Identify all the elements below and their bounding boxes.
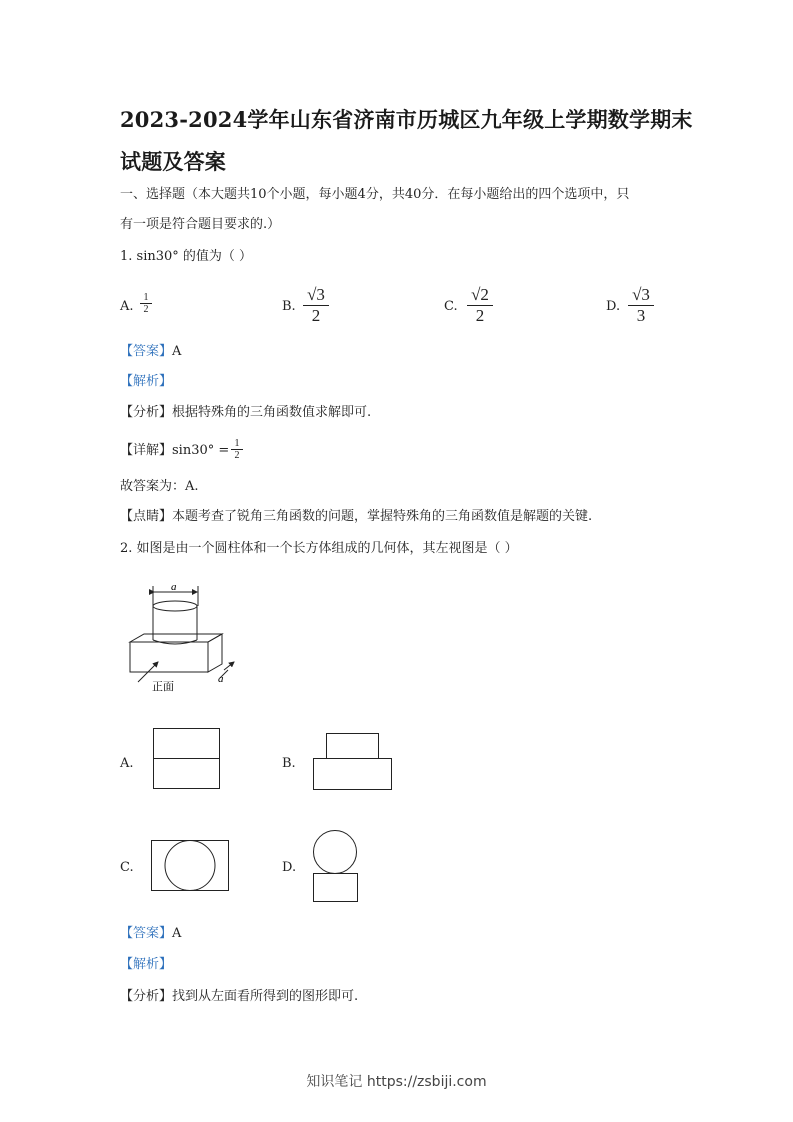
option-d-rect [314,874,358,902]
front-view-label: 正面 [152,680,174,693]
q2-option-a-label: A. [120,756,134,771]
q1-detail-fraction [231,438,243,461]
q1-analysis-tag: 【解析】 [120,374,173,389]
fenxi-text: 根据特殊角的三角函数值求解即可. [172,405,372,420]
q2-fenxi [120,988,358,1006]
box-top-face [130,634,222,642]
q2-analysis-tag: 【解析】 [120,957,173,972]
option-d-circle [314,831,357,874]
q1-option-c-denominator: 2 [475,306,485,325]
answer-value: A [172,926,182,941]
cylinder-top [153,601,197,611]
option-b-top-rect [327,734,379,759]
fenxi-text: 找到从左面看所得到的图形即可. [172,989,359,1004]
option-c-circle [165,841,215,891]
fenxi-tag: 【分析】 [120,405,173,420]
q2-option-b-label: B. [282,756,296,771]
answer-tag: 【答案】 [120,344,173,359]
q2-option-b-figure [312,731,396,793]
q2-solid-figure [120,578,250,696]
q1-option-c-numerator: √2 [471,285,489,304]
q1-option-c-fraction [467,285,493,326]
q2-option-c-figure [150,838,232,894]
page-title-line1: 2023-2024学年山东省济南市历城区九年级上学期数学期末 [120,107,693,132]
comment-tag: 【点睛】 [120,509,173,524]
q1-fenxi [120,404,371,422]
side-dimension-line [224,662,234,670]
q1-option-d-denominator: 3 [636,306,646,325]
q1-stem: 1. sin30° 的值为（ ） [120,249,253,264]
box-side-face [208,634,222,672]
q1-option-b-label: B. [282,299,296,314]
q1-option-d-label: D. [606,299,621,314]
q1-answer [120,343,181,361]
box-front-face [130,642,208,672]
q2-answer [120,925,181,943]
q1-detail-denominator: 2 [234,450,240,461]
q1-option-b-denominator: 2 [311,306,321,325]
q2-option-d-label: D. [282,860,297,875]
q1-option-c-label: C. [444,299,458,314]
answer-value: A [172,344,182,359]
q1-detail [120,442,229,460]
answer-tag: 【答案】 [120,926,173,941]
q1-option-a-fraction [140,292,152,315]
q1-option-b-numerator: √3 [307,285,325,304]
side-dimension-label: a [218,673,224,685]
detail-text: sin30° = [172,443,230,458]
top-dimension-label: a [171,581,177,593]
footer-watermark: 知识笔记 https://zsbiji.com [306,1074,487,1090]
section-instructions-line2: 有一项是符合题目要求的.） [120,217,281,232]
q1-option-b-fraction [303,285,329,326]
section-instructions-line1: 一、选择题（本大题共10个小题，每小题4分，共40分．在每小题给出的四个选项中，只 [120,187,630,202]
detail-tag: 【详解】 [120,443,173,458]
q2-stem: 2. 如图是由一个圆柱体和一个长方体组成的几何体，其左视图是（ ） [120,541,518,556]
fenxi-tag: 【分析】 [120,989,173,1004]
q2-option-d-figure [310,829,362,905]
option-b-bottom-rect [314,759,392,790]
comment-text: 本题考查了锐角三角函数的问题，掌握特殊角的三角函数值是解题的关键. [172,509,593,524]
q2-option-a-figure [150,726,224,792]
q1-comment [120,508,592,526]
q1-option-d-numerator: √3 [632,285,650,304]
q1-option-d-fraction [628,285,654,326]
option-c-rect [152,841,229,891]
q2-option-c-label: C. [120,860,134,875]
q1-option-a-label: A. [120,299,134,314]
q1-option-a-numerator: 1 [143,292,149,303]
q1-detail-numerator: 1 [234,438,240,449]
q1-option-a-denominator: 2 [143,304,149,315]
q1-conclusion: 故答案为：A. [120,479,199,494]
page-title-line2: 试题及答案 [120,149,226,174]
